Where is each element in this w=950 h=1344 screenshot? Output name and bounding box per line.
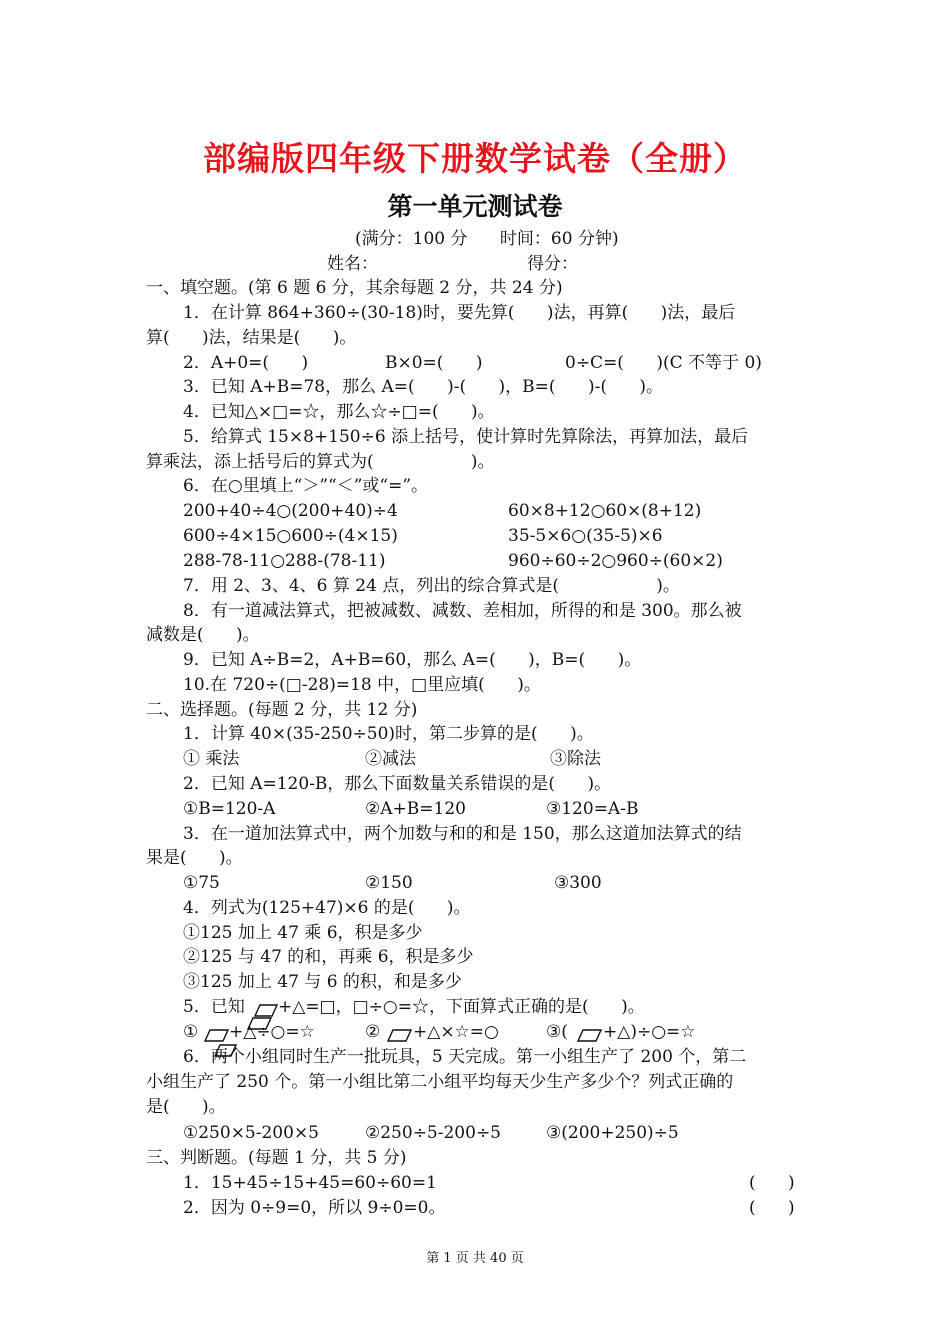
answer-paren: ( ) xyxy=(749,1198,795,1218)
option-1-label: ① xyxy=(183,1022,199,1042)
option-1: +△÷○=☆ xyxy=(229,1022,315,1042)
question-text: 6．两个小组同时生产一批玩具，5 天完成。第一小组生产了 200 个，第二 xyxy=(183,1047,747,1067)
comparison-item: 35-5×6○(35-5)×6 xyxy=(508,526,663,546)
option-2: ②150 xyxy=(365,873,413,893)
answer-paren: ( ) xyxy=(749,1173,795,1193)
question-text: 算乘法，添上括号后的算式为( )。 xyxy=(146,452,495,472)
question-text: 小组生产了 250 个。第一小组比第二小组平均每天少生产多少个？列式正确的 xyxy=(146,1072,734,1092)
parallelogram-icon xyxy=(578,1030,601,1041)
parallelogram-icon xyxy=(255,1005,277,1016)
parallelogram-icon xyxy=(205,1030,228,1041)
question-text: 3．已知 A+B=78，那么 A=( )-( )，B=( )-( )。 xyxy=(183,377,664,397)
question-text: +△=□，□÷○=☆，下面算式正确的是( )。 xyxy=(278,997,645,1017)
question-text: 7．用 2、3、4、6 算 24 点，列出的综合算式是( )。 xyxy=(183,576,680,596)
question-text: 果是( )。 xyxy=(146,848,243,868)
question-text: 6．在○里填上“＞”“＜”或“=”。 xyxy=(183,476,429,496)
question-text: 0÷C=( )(C 不等于 0) xyxy=(565,353,762,373)
name-field-label: 姓名： xyxy=(327,254,378,274)
question-text: 3．在一道加法算式中，两个加数与和的和是 150，那么这道加法算式的结 xyxy=(183,824,742,844)
option-2: ②减法 xyxy=(365,749,416,769)
question-text: 10.在 720÷(□-28)=18 中，□里应填( )。 xyxy=(183,675,541,695)
parallelogram-icon xyxy=(388,1030,411,1041)
question-text: 减数是( )。 xyxy=(146,625,260,645)
option-3: ③300 xyxy=(554,873,602,893)
question-text: 8．有一道减法算式，把被减数、减数、差相加，所得的和是 300。那么被 xyxy=(183,601,742,621)
option-2-label: ② xyxy=(365,1022,381,1042)
question-text: 1．计算 40×(35-250÷50)时，第二步算的是( )。 xyxy=(183,724,594,744)
comparison-item: 200+40÷4○(200+40)÷4 xyxy=(183,501,398,521)
option-3: +△)÷○=☆ xyxy=(603,1022,696,1042)
question-text: 算( )法，结果是( )。 xyxy=(146,328,357,348)
parallelogram-icon xyxy=(248,1018,271,1029)
comparison-item: 600÷4×15○600÷(4×15) xyxy=(183,526,398,546)
option-3: ③120=A-B xyxy=(546,799,639,819)
question-text: 是( )。 xyxy=(146,1097,226,1117)
option-1: ①75 xyxy=(183,873,220,893)
question-text: B×0=( ) xyxy=(385,353,483,373)
section-2-heading: 二、选择题。(每题 2 分，共 12 分) xyxy=(146,700,418,720)
option-1: ①B=120-A xyxy=(183,799,276,819)
option-2: ②250÷5-200÷5 xyxy=(365,1123,501,1143)
score-field-label: 得分： xyxy=(527,254,578,274)
score-time-info: (满分：100 分 时间：60 分钟) xyxy=(355,229,619,249)
question-text: 4．列式为(125+47)×6 的是( )。 xyxy=(183,898,471,918)
option-2: ②125 与 47 的和，再乘 6，积是多少 xyxy=(183,947,474,967)
option-3: ③除法 xyxy=(550,749,601,769)
option-3-label: ③( xyxy=(546,1022,568,1042)
comparison-item: 960÷60÷2○960÷(60×2) xyxy=(508,551,723,571)
option-1: ①125 加上 47 乘 6，积是多少 xyxy=(183,923,423,943)
option-1: ① 乘法 xyxy=(183,749,240,769)
question-text: 1．15+45÷15+45=60÷60=1 xyxy=(183,1173,437,1193)
section-3-heading: 三、判断题。(每题 1 分，共 5 分) xyxy=(146,1148,407,1168)
question-text: 9．已知 A÷B=2，A+B=60，那么 A=( )，B=( )。 xyxy=(183,650,642,670)
question-text: 5．给算式 15×8+150÷6 添上括号，使计算时先算除法，再算加法，最后 xyxy=(183,427,749,447)
option-3: ③125 加上 47 与 6 的积，和是多少 xyxy=(183,972,462,992)
question-text: 4．已知△×□=☆，那么☆÷□=( )。 xyxy=(183,402,495,422)
question-text: 2．因为 0÷9=0，所以 9÷0=0。 xyxy=(183,1198,446,1218)
document-title: 部编版四年级下册数学试卷（全册） xyxy=(203,139,747,178)
comparison-item: 60×8+12○60×(8+12) xyxy=(508,501,702,521)
section-1-heading: 一、填空题。(第 6 题 6 分，其余每题 2 分，共 24 分) xyxy=(146,278,563,298)
option-3: ③(200+250)÷5 xyxy=(546,1123,679,1143)
comparison-item: 288-78-11○288-(78-11) xyxy=(183,551,386,571)
option-1: ①250×5-200×5 xyxy=(183,1123,319,1143)
option-2: +△×☆=○ xyxy=(413,1022,499,1042)
unit-title: 第一单元测试卷 xyxy=(387,192,563,221)
option-2: ②A+B=120 xyxy=(365,799,466,819)
question-text: 1．在计算 864+360÷(30-18)时，要先算( )法，再算( )法，最后 xyxy=(183,303,736,323)
question-text: 2．A+0=( ) xyxy=(183,353,309,373)
question-text: 5．已知 xyxy=(183,997,245,1017)
question-text: 2．已知 A=120-B，那么下面数量关系错误的是( )。 xyxy=(183,774,612,794)
page-footer: 第 1 页 共 40 页 xyxy=(426,1251,524,1266)
